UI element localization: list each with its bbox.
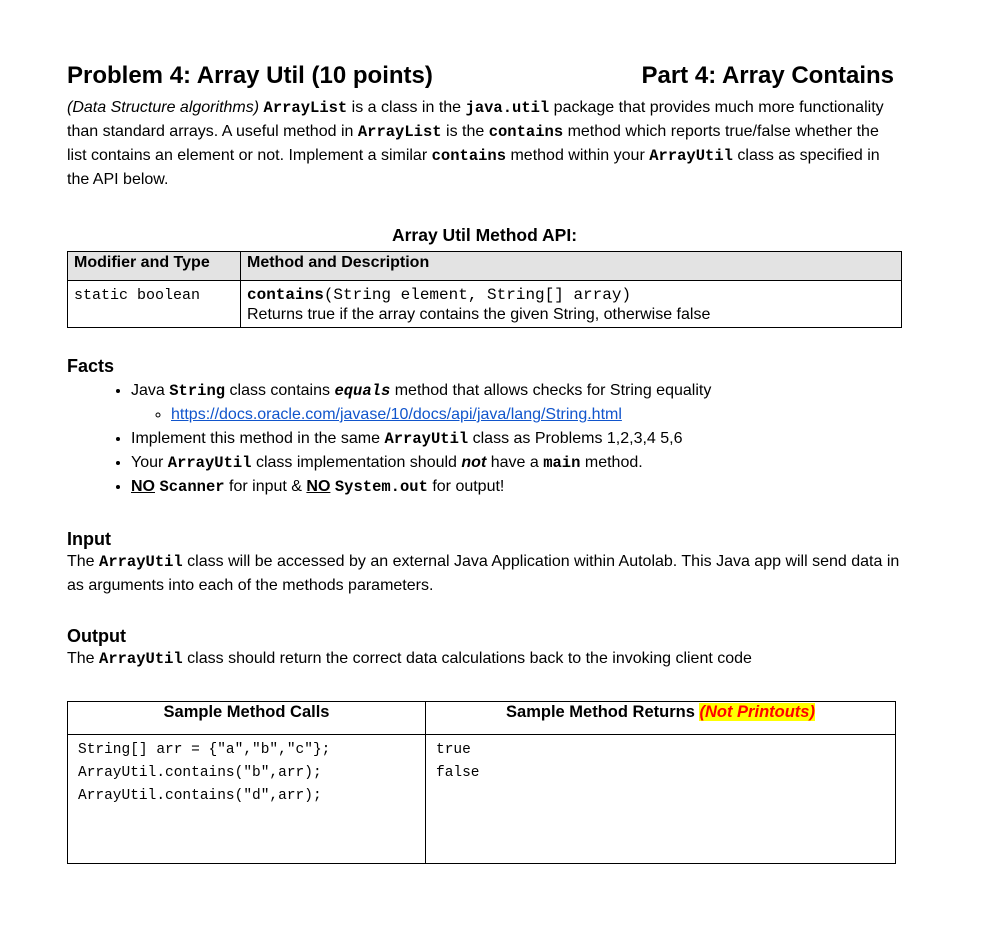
sample-call-line: ArrayUtil.contains("d",arr); xyxy=(78,788,322,804)
api-method-name: contains xyxy=(247,286,324,304)
emphasis-not: not xyxy=(461,454,487,471)
sample-returns-cell xyxy=(426,735,896,864)
input-heading: Input xyxy=(67,529,111,549)
intro-text: is a class in the xyxy=(347,99,466,116)
fact-item xyxy=(131,427,902,451)
fact-text: class implementation should xyxy=(251,454,462,471)
sample-col-returns xyxy=(426,702,896,735)
output-heading: Output xyxy=(67,626,126,646)
input-text: class will be accessed by an external Java Application within Autolab. This Java app will send data in as arguments into each of the methods parameters. xyxy=(67,553,900,594)
fact-text: Implement this method in the same xyxy=(131,430,385,447)
code-equals: equals xyxy=(334,382,391,400)
code-scanner: Scanner xyxy=(159,478,225,496)
api-table xyxy=(67,251,902,328)
document-page xyxy=(67,60,902,864)
not-printouts-note: (Not Printouts) xyxy=(699,703,815,721)
problem-title: Problem 4: Array Util (10 points) xyxy=(67,62,433,89)
code-java-util: java.util xyxy=(465,99,550,117)
fact-text: Your xyxy=(131,454,168,471)
api-row xyxy=(68,281,902,328)
title-row xyxy=(67,60,902,96)
sample-col-returns-label: Sample Method Returns xyxy=(506,703,695,721)
sample-header-row xyxy=(68,702,896,735)
emphasis-no: NO xyxy=(306,478,331,495)
code-arrayutil: ArrayUtil xyxy=(649,147,733,165)
input-text: The xyxy=(67,553,100,570)
part-title: Part 4: Array Contains xyxy=(641,62,894,89)
code-contains: contains xyxy=(488,123,564,141)
fact-text: class contains xyxy=(225,382,335,399)
code-arrayutil: ArrayUtil xyxy=(99,553,183,571)
fact-item xyxy=(131,379,902,427)
intro-text: class as specified in the API below. xyxy=(67,147,880,188)
sample-return-line: false xyxy=(436,765,480,781)
api-header-row xyxy=(68,252,902,281)
intro-text: method which reports true/false whether the list contains an element or not. Implement a similar xyxy=(67,123,879,164)
string-docs-link[interactable]: https://docs.oracle.com/javase/10/docs/api/java/lang/String.html xyxy=(171,406,622,423)
code-string: String xyxy=(169,382,226,400)
sample-table xyxy=(67,701,896,864)
code-system-out: System.out xyxy=(334,478,428,496)
fact-item xyxy=(131,451,902,475)
api-col-modifier: Modifier and Type xyxy=(68,252,241,281)
code-arrayutil: ArrayUtil xyxy=(167,454,252,472)
code-arraylist: ArrayList xyxy=(357,123,442,141)
intro-paragraph xyxy=(67,96,902,192)
code-arrayutil: ArrayUtil xyxy=(384,430,469,448)
api-modifier: static boolean xyxy=(68,281,241,328)
intro-text: package that provides much more functionality than standard arrays. A useful method in xyxy=(67,99,884,140)
fact-subitem xyxy=(171,403,902,427)
fact-sublist xyxy=(131,403,902,427)
fact-text: method that allows checks for String equality xyxy=(390,382,712,399)
fact-text: for output! xyxy=(427,478,505,495)
sample-call-line: String[] arr = {"a","b","c"}; xyxy=(78,742,331,758)
input-paragraph xyxy=(67,550,902,598)
output-text: The xyxy=(67,650,100,667)
code-contains: contains xyxy=(431,147,507,165)
api-method-params: (String element, String[] array) xyxy=(323,286,632,304)
facts-list xyxy=(67,379,902,499)
api-heading: Array Util Method API: xyxy=(391,225,578,245)
fact-text: class as Problems 1,2,3,4 5,6 xyxy=(468,430,683,447)
code-main: main xyxy=(543,454,581,472)
intro-text: method within your xyxy=(506,147,650,164)
sample-calls-cell xyxy=(68,735,426,864)
sample-call-line: ArrayUtil.contains("b",arr); xyxy=(78,765,322,781)
fact-text: method. xyxy=(580,454,643,471)
code-arraylist: ArrayList xyxy=(263,99,348,117)
intro-text: is the xyxy=(441,123,489,140)
fact-text: have a xyxy=(486,454,544,471)
fact-text: Java xyxy=(131,382,170,399)
facts-heading: Facts xyxy=(67,356,115,376)
output-text: class should return the correct data calculations back to the invoking client code xyxy=(182,650,752,667)
fact-text: for input & xyxy=(224,478,307,495)
api-method-cell xyxy=(241,281,902,328)
sample-body-row xyxy=(68,735,896,864)
code-arrayutil: ArrayUtil xyxy=(99,650,183,668)
sample-return-line: true xyxy=(436,742,471,758)
output-paragraph xyxy=(67,647,902,671)
intro-lead: (Data Structure algorithms) xyxy=(67,99,260,116)
api-method-description: Returns true if the array contains the given String, otherwise false xyxy=(247,306,711,323)
fact-item xyxy=(131,475,902,499)
api-col-method: Method and Description xyxy=(241,252,902,281)
emphasis-no: NO xyxy=(131,478,155,495)
sample-col-calls: Sample Method Calls xyxy=(68,702,426,735)
